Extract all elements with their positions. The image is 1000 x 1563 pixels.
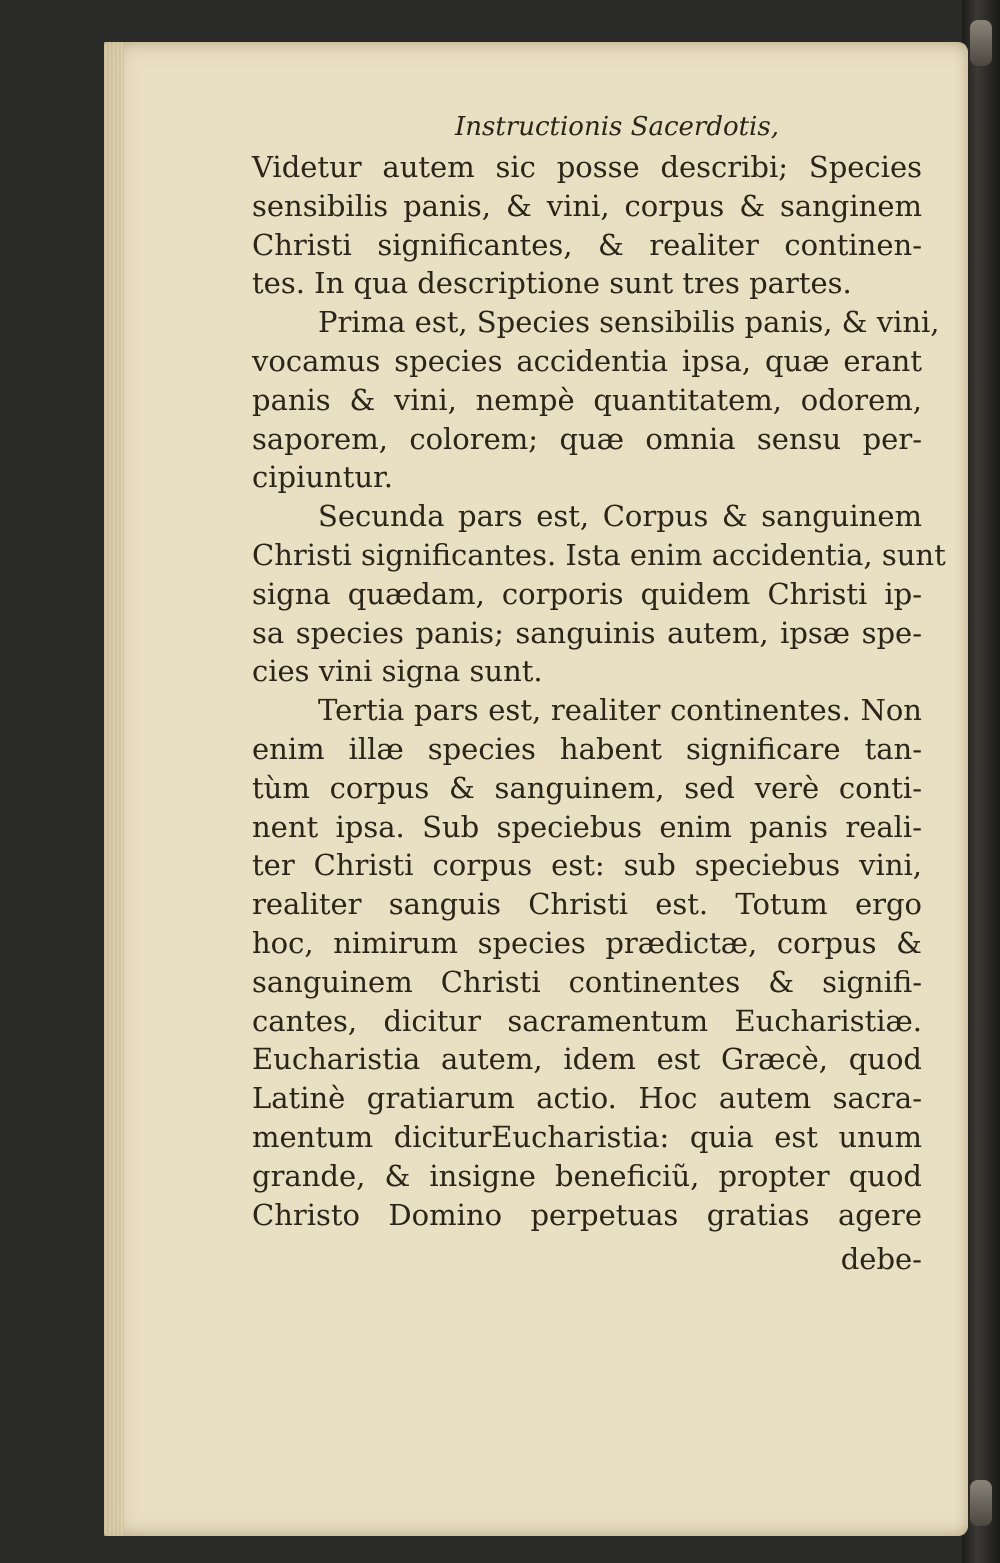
text-line: sa species panis; sanguinis autem, ipsæ spe- (252, 615, 922, 650)
text-line: Latinè gratiarum actio. Hoc autem sacra- (252, 1081, 922, 1116)
text-line: cies vini signa sunt. (252, 654, 543, 689)
text-line: Christi significantes, & realiter continen- (252, 227, 922, 262)
text-line: signa quædam, corporis quidem Christi ip- (252, 576, 922, 611)
text-line: Prima est, Species sensibilis panis, & vini, (318, 305, 940, 340)
text-line: hoc, nimirum species prædictæ, corpus & (252, 925, 922, 960)
catchword: debe- (840, 1242, 922, 1277)
clasp-bottom (970, 1480, 992, 1526)
page-edge (104, 42, 124, 1536)
text-line: cantes, dicitur sacramentum Eucharistiæ. (252, 1003, 922, 1038)
text-line: ter Christi corpus est: sub speciebus vini, (252, 848, 922, 883)
text-line: Videtur autem sic posse describi; Species (252, 150, 922, 184)
text-line: nent ipsa. Sub speciebus enim panis reali- (252, 809, 922, 844)
text-line: Tertia pars est, realiter continentes. Non (318, 693, 922, 728)
text-line: vocamus species accidentia ipsa, quæ erant (252, 343, 922, 378)
text-line: tùm corpus & sanguinem, sed verè conti- (252, 770, 922, 805)
text-line: Christo Domino perpetuas gratias agere (252, 1197, 922, 1232)
text-line: Secunda pars est, Corpus & sanguinem (318, 499, 922, 534)
text-line: tes. In qua descriptione sunt tres partes. (252, 266, 852, 301)
text-line: cipiuntur. (252, 460, 393, 495)
running-header: Instructionis Sacerdotis, (455, 112, 779, 142)
text-line: Christi significantes. Ista enim accidentia, sunt (252, 537, 946, 572)
text-line: enim illæ species habent significare tan- (252, 731, 922, 766)
page-text (252, 108, 946, 1279)
text-line: mentum diciturEucharistia: quia est unum (252, 1119, 922, 1154)
text-line: panis & vini, nempè quantitatem, odorem, (252, 382, 922, 417)
text-line: realiter sanguis Christi est. Totum ergo (252, 887, 922, 922)
text-line: grande, & insigne beneficiũ, propter quod (252, 1158, 922, 1193)
text-line: sensibilis panis, & vini, corpus & sanginem (252, 188, 922, 223)
text-line: saporem, colorem; quæ omnia sensu per- (252, 421, 922, 456)
clasp-top (970, 20, 992, 66)
text-lines (252, 148, 946, 1234)
text-line: Eucharistia autem, idem est Græcè, quod (252, 1042, 922, 1077)
text-line: sanguinem Christi continentes & signifi- (252, 964, 922, 999)
